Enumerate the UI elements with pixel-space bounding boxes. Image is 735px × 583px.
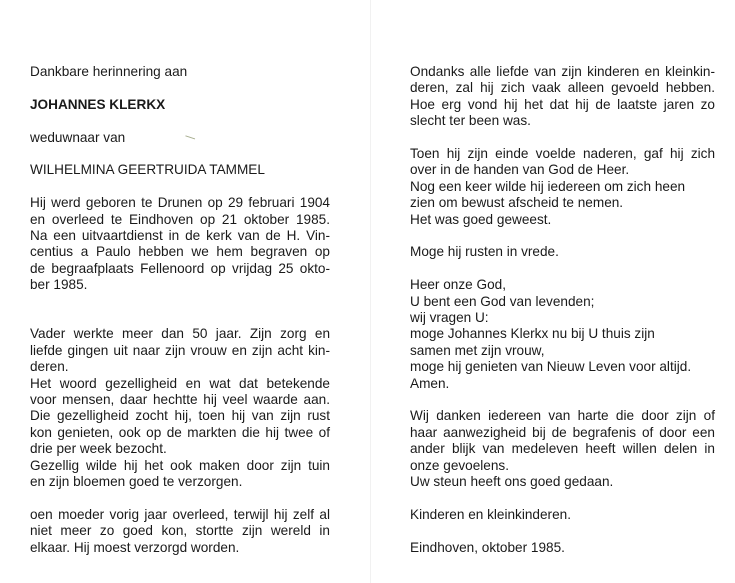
text-line: Uw steun heeft ons goed gedaan.: [410, 474, 614, 490]
text-line: Wij danken iedereen van harte die door zijn of: [410, 408, 715, 424]
prayer-line: U bent een God van levenden;: [410, 293, 595, 309]
rest-line: Moge hij rusten in vrede.: [410, 244, 559, 260]
text-line: Hij werd geboren te Drunen op 29 februari 1904: [30, 195, 330, 211]
text-line: Nog een keer wilde hij iedereen om zich heen: [410, 178, 686, 194]
text-line: Hoe erg vond hij het dat hij de laatste jaren zo: [410, 96, 715, 112]
text-line: oen moeder vorig jaar overleed, terwijl hij zelf al: [30, 506, 330, 522]
deceased-name: JOHANNES KLERKX: [30, 96, 166, 112]
text-line: en zijn bloemen goed te verzorgen.: [30, 474, 243, 490]
text-line: haar aanwezigheid bij de begrafenis of door een: [410, 424, 715, 440]
text-line: ander blijk van medeleven heeft willen delen in: [410, 441, 715, 457]
later-paragraph: [30, 507, 330, 556]
text-line: elkaar. Hij moest verzorgd worden.: [30, 539, 240, 555]
text-line: Vader werkte meer dan 50 jaar. Zijn zorg en: [30, 326, 330, 342]
widower-line: weduwnaar van: [30, 129, 126, 145]
text-line: voor mensen, daar hechtte hij veel waarde aan.: [30, 392, 330, 408]
prayer-line: wij vragen U:: [410, 310, 489, 326]
thanks-paragraph: [410, 408, 715, 490]
text-line: liefde gingen uit naar zijn vrouw en zijn acht kin-: [30, 342, 330, 358]
text-line: Het woord gezelligheid en wat dat betekende: [30, 375, 330, 391]
prayer-line: moge hij genieten van Nieuw Leven voor altijd.: [410, 359, 692, 375]
text-line: onze gevoelens.: [410, 457, 510, 473]
love-paragraph: [410, 64, 715, 130]
text-line: kon genieten, ook op de markten die hij twee of: [30, 424, 330, 440]
text-line: Toen hij zijn einde voelde naderen, gaf hij zich: [410, 146, 715, 162]
life-paragraph: [30, 326, 330, 490]
text-line: zien om bewust afscheid te nemen.: [410, 195, 624, 211]
text-line: Het was goed geweest.: [410, 211, 552, 227]
text-line: ber 1985.: [30, 277, 88, 293]
right-column: [410, 64, 715, 556]
bio-paragraph: [30, 195, 330, 293]
prayer-line: Heer onze God,: [410, 277, 506, 293]
prayer-line: moge Johannes Klerkx nu bij U thuis zijn: [410, 326, 655, 342]
prayer-line: Amen.: [410, 375, 450, 391]
spouse-name: WILHELMINA GEERTRUIDA TAMMEL: [30, 162, 265, 178]
text-line: deren.: [30, 359, 69, 375]
text-line: Na een uitvaartdienst in de kerk van de H. Vin-: [30, 228, 330, 243]
text-line: Gezellig wilde hij het ook maken door zijn tuin: [30, 457, 330, 473]
intro-line: Dankbare herinnering aan: [30, 64, 188, 79]
text-line: centius a Paulo hebben we hem begraven op: [30, 244, 330, 260]
left-column: [30, 64, 330, 556]
prayer: [410, 277, 715, 392]
text-line: over in de handen van God de Heer.: [410, 162, 630, 178]
text-line: drie per week bezocht.: [30, 441, 167, 457]
text-line: en overleed te Eindhoven op 21 oktober 1985.: [30, 211, 330, 227]
place-date: Eindhoven, oktober 1985.: [410, 539, 565, 555]
card-fold: [370, 0, 371, 583]
text-line: niet meer zo goed kon, stortte zijn wereld in: [30, 523, 330, 539]
text-line: deren, zal hij zich vaak alleen gevoeld hebben.: [410, 80, 715, 96]
prayer-line: samen met zijn vrouw,: [410, 342, 545, 358]
text-line: Ondanks alle liefde van zijn kinderen en kleinkin-: [410, 64, 715, 79]
signature-line: Kinderen en kleinkinderen.: [410, 506, 571, 522]
farewell-paragraph: [410, 146, 715, 228]
text-line: slecht ter been was.: [410, 113, 531, 129]
text-line: de begraafplaats Fellenoord op vrijdag 25 okto-: [30, 260, 330, 276]
text-line: Die gezelligheid zocht hij, toen hij van zijn rust: [30, 408, 330, 424]
